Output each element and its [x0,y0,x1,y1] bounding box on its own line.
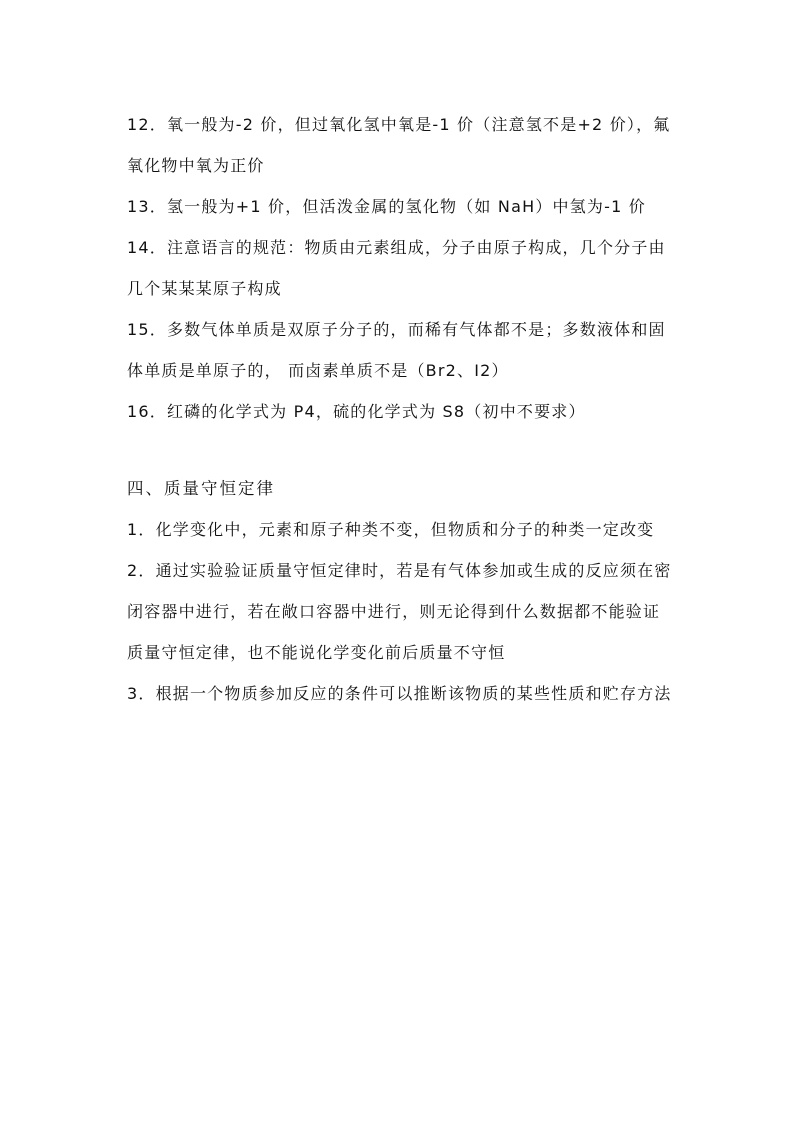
conservation-item-3: 3．根据一个物质参加反应的条件可以推断该物质的某些性质和贮存方法 [127,684,672,703]
section-spacer [127,432,672,468]
conservation-item-1: 1．化学变化中，元素和原子种类不变，但物质和分子的种类一定改变 [127,520,655,539]
page-content [127,104,672,714]
rule-item-13: 13．氢一般为+1 价，但活泼金属的氢化物（如 NaH）中氢为-1 价 [127,197,646,216]
rule-item-12: 12．氧一般为-2 价，但过氧化氢中氧是-1 价（注意氢不是+2 价），氟氧化物中氧为正价 [127,115,671,175]
rule-item-16: 16．红磷的化学式为 P4，硫的化学式为 S8（初中不要求） [127,402,586,421]
rule-item-15: 15．多数气体单质是双原子分子的，而稀有气体都不是；多数液体和固体单质是单原子的， 而卤素单质不是（Br2、I2） [127,320,666,380]
rule-item-14: 14．注意语言的规范：物质由元素组成，分子由原子构成，几个分子由几个某某某原子构成 [127,238,666,298]
conservation-item-2: 2．通过实验验证质量守恒定律时，若是有气体参加或生成的反应须在密闭容器中进行，若在敞口容器中进行，则无论得到什么数据都不能验证质量守恒定律，也不能说化学变化前后质量不守恒 [127,561,672,662]
section-heading: 四、质量守恒定律 [127,479,275,498]
